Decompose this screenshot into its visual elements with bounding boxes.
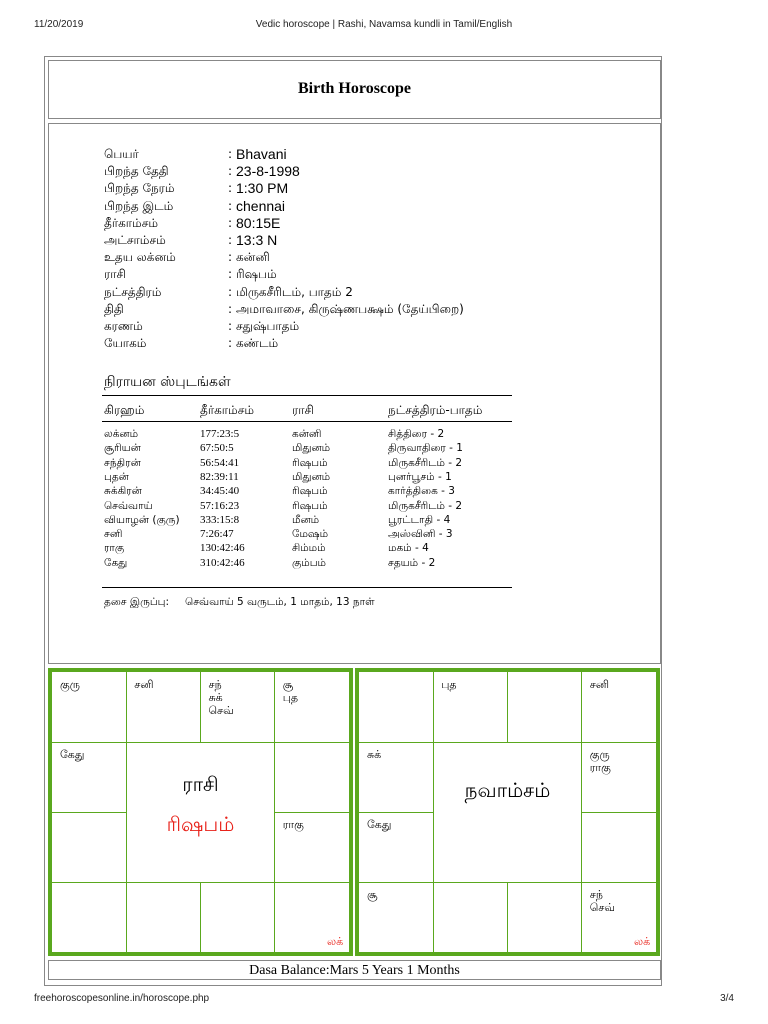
detail-label: தீர்காம்சம் bbox=[104, 215, 158, 230]
planet-rasi: மீனம் bbox=[292, 513, 320, 526]
planet-nakshatra: பூரட்டாதி - 4 bbox=[388, 513, 451, 526]
planet-rasi: ரிஷபம் bbox=[292, 456, 328, 469]
detail-colon: : bbox=[228, 301, 233, 316]
planet-longitude: 7:26:47 bbox=[200, 528, 234, 541]
print-date: 11/20/2019 bbox=[34, 19, 84, 30]
title-panel bbox=[48, 60, 661, 119]
dasa-balance-panel bbox=[48, 960, 661, 980]
chart-name: ராசி bbox=[182, 772, 219, 796]
detail-colon: : bbox=[228, 164, 233, 179]
chart-grid-line bbox=[359, 882, 656, 883]
planet-longitude: 310:42:46 bbox=[200, 556, 245, 569]
planet-longitude: 177:23:5 bbox=[200, 428, 240, 440]
detail-value: chennai bbox=[236, 197, 286, 214]
lagna-marker: லக் bbox=[327, 935, 344, 948]
planet-longitude: 57:16:23 bbox=[200, 499, 240, 512]
planet-nakshatra: மிருகசீரிடம் - 2 bbox=[388, 456, 463, 469]
detail-value: ரிஷபம் bbox=[236, 267, 277, 282]
planet-longitude: 333:15:8 bbox=[200, 513, 240, 526]
detail-colon: : bbox=[228, 233, 233, 247]
sphuta-heading: நிராயன ஸ்புடங்கள் bbox=[104, 374, 231, 390]
chart-grid-line bbox=[507, 882, 508, 952]
col-header-graha: கிரஹம் bbox=[104, 403, 145, 417]
chart-grid-line bbox=[582, 812, 656, 813]
detail-value: 13:3 N bbox=[236, 232, 278, 248]
detail-colon: : bbox=[228, 198, 233, 213]
planet-longitude: 67:50:5 bbox=[200, 442, 234, 455]
planet-longitude: 82:39:11 bbox=[200, 470, 239, 483]
detail-value: மிருகசீரிடம், பாதம் 2 bbox=[236, 284, 353, 299]
planet-name: சனி bbox=[104, 528, 123, 541]
planet-name: சூரியன் bbox=[104, 442, 141, 455]
detail-value: கண்டம் bbox=[236, 336, 279, 351]
house-mithunam: சூ புத bbox=[282, 678, 299, 704]
detail-colon: : bbox=[228, 319, 233, 333]
detail-colon: : bbox=[228, 181, 233, 196]
planet-nakshatra: மிருகசீரிடம் - 2 bbox=[388, 499, 463, 512]
detail-value: சதுஷ்பாதம் bbox=[236, 319, 300, 333]
table-header-rule bbox=[102, 421, 512, 422]
detail-label: உதய லக்னம் bbox=[104, 250, 176, 265]
planet-rasi: மிதுனம் bbox=[292, 442, 331, 455]
planet-longitude: 56:54:41 bbox=[200, 456, 240, 469]
house-kumbam: சுக் bbox=[367, 748, 382, 761]
detail-label: பிறந்த நேரம் bbox=[104, 181, 175, 196]
detail-colon: : bbox=[228, 147, 233, 161]
planet-name: ராகு bbox=[104, 542, 125, 555]
dasa-balance: Dasa Balance:Mars 5 Years 1 Months bbox=[249, 963, 460, 978]
chart-grid-line bbox=[359, 812, 433, 813]
dasa-irupu-label: தசை இருப்பு: bbox=[104, 596, 170, 608]
print-page-title: Vedic horoscope | Rashi, Navamsa kundli in Tamil/English bbox=[255, 19, 513, 30]
rasi-chart bbox=[48, 668, 353, 956]
chart-grid-line bbox=[52, 742, 349, 743]
house-mithunam: சனி bbox=[589, 678, 609, 691]
house-mesham: சனி bbox=[134, 678, 154, 691]
detail-value: அமாவாசை, கிருஷ்ணபக்ஷம் (தேய்பிறை) bbox=[236, 301, 464, 316]
planet-longitude: 130:42:46 bbox=[200, 542, 245, 555]
table-top-rule bbox=[102, 395, 512, 396]
detail-label: திதி bbox=[104, 301, 124, 316]
chart-grid-line bbox=[200, 672, 201, 742]
detail-label: பிறந்த இடம் bbox=[104, 198, 174, 213]
planet-name: சுக்கிரன் bbox=[104, 485, 142, 498]
navamsa-chart bbox=[355, 668, 660, 956]
planet-rasi: சிம்மம் bbox=[292, 542, 326, 555]
detail-value: Bhavani bbox=[236, 146, 287, 162]
table-bottom-rule bbox=[102, 587, 512, 588]
detail-value: கன்னி bbox=[236, 250, 270, 265]
chart-grid-line bbox=[52, 812, 126, 813]
chart-grid-line bbox=[359, 742, 656, 743]
house-rishabam: சந் சுக் செவ் bbox=[208, 678, 234, 717]
detail-value: 1:30 PM bbox=[236, 180, 289, 197]
house-meenam: குரு bbox=[60, 678, 80, 691]
chart-name: நவாம்சம் bbox=[464, 778, 551, 802]
planet-nakshatra: சித்திரை - 2 bbox=[388, 428, 445, 440]
house-makaram: கேது bbox=[367, 818, 392, 831]
planet-rasi: கும்பம் bbox=[292, 556, 326, 569]
planet-nakshatra: மகம் - 4 bbox=[388, 542, 429, 555]
detail-label: அட்சாம்சம் bbox=[104, 233, 166, 247]
house-dhanusu: சூ bbox=[367, 888, 378, 901]
col-header-rasi: ராசி bbox=[292, 403, 314, 417]
detail-label: பிறந்த தேதி bbox=[104, 164, 169, 179]
detail-value: 23-8-1998 bbox=[236, 163, 300, 180]
planet-rasi: கன்னி bbox=[292, 428, 322, 440]
planet-name: வியாழன் (குரு) bbox=[104, 513, 180, 526]
planet-name: லக்னம் bbox=[104, 428, 139, 440]
print-url: freehoroscopesonline.in/horoscope.php bbox=[34, 993, 210, 1004]
planet-rasi: ரிஷபம் bbox=[292, 499, 328, 512]
planet-nakshatra: சதயம் - 2 bbox=[388, 556, 436, 569]
detail-colon: : bbox=[228, 336, 233, 351]
house-kanni: சந் செவ் bbox=[589, 888, 615, 914]
dasa-irupu-value: செவ்வாய் 5 வருடம், 1 மாதம், 13 நாள் bbox=[185, 596, 375, 608]
detail-colon: : bbox=[228, 284, 233, 299]
col-header-nakshatra: நட்சத்திரம்-பாதம் bbox=[388, 403, 483, 417]
chart-grid-line bbox=[52, 882, 349, 883]
lagna-marker: லக் bbox=[634, 935, 651, 948]
chart-rasi-sign: ரிஷபம் bbox=[166, 812, 235, 836]
planet-longitude: 34:45:40 bbox=[200, 485, 240, 498]
print-page-number: 3/4 bbox=[720, 993, 734, 1004]
planet-name: செவ்வாய் bbox=[104, 499, 153, 512]
house-simmam: ராகு bbox=[282, 818, 304, 831]
planet-nakshatra: புனர்பூசம் - 1 bbox=[388, 470, 452, 483]
detail-colon: : bbox=[228, 267, 233, 282]
planet-nakshatra: கார்த்திகை - 3 bbox=[388, 485, 455, 498]
planet-name: சந்திரன் bbox=[104, 456, 141, 469]
chart-grid-line bbox=[200, 882, 201, 952]
detail-colon: : bbox=[228, 215, 233, 230]
planet-rasi: மிதுனம் bbox=[292, 470, 331, 483]
detail-label: கரணம் bbox=[104, 319, 143, 333]
planet-name: புதன் bbox=[104, 470, 129, 483]
house-mesham: புத bbox=[441, 678, 457, 691]
detail-label: யோகம் bbox=[104, 336, 147, 351]
page-title: Birth Horoscope bbox=[297, 80, 412, 97]
col-header-longitude: தீர்காம்சம் bbox=[200, 403, 254, 417]
house-kumbam: கேது bbox=[60, 748, 85, 761]
planet-nakshatra: திருவாதிரை - 1 bbox=[388, 442, 463, 455]
detail-value: 80:15E bbox=[236, 214, 281, 231]
house-katakam: குரு ராகு bbox=[589, 748, 611, 774]
chart-grid-line bbox=[507, 672, 508, 742]
detail-label: நட்சத்திரம் bbox=[104, 284, 162, 299]
dasa-irupu bbox=[104, 596, 375, 609]
detail-colon: : bbox=[228, 250, 233, 265]
planet-nakshatra: அஸ்வினி - 3 bbox=[388, 528, 453, 541]
detail-label: ராசி bbox=[104, 267, 126, 282]
detail-label: பெயர் bbox=[104, 147, 139, 161]
planet-rasi: ரிஷபம் bbox=[292, 485, 328, 498]
planet-rasi: மேஷம் bbox=[292, 528, 329, 541]
chart-grid-line bbox=[275, 812, 349, 813]
planet-name: கேது bbox=[104, 556, 128, 569]
